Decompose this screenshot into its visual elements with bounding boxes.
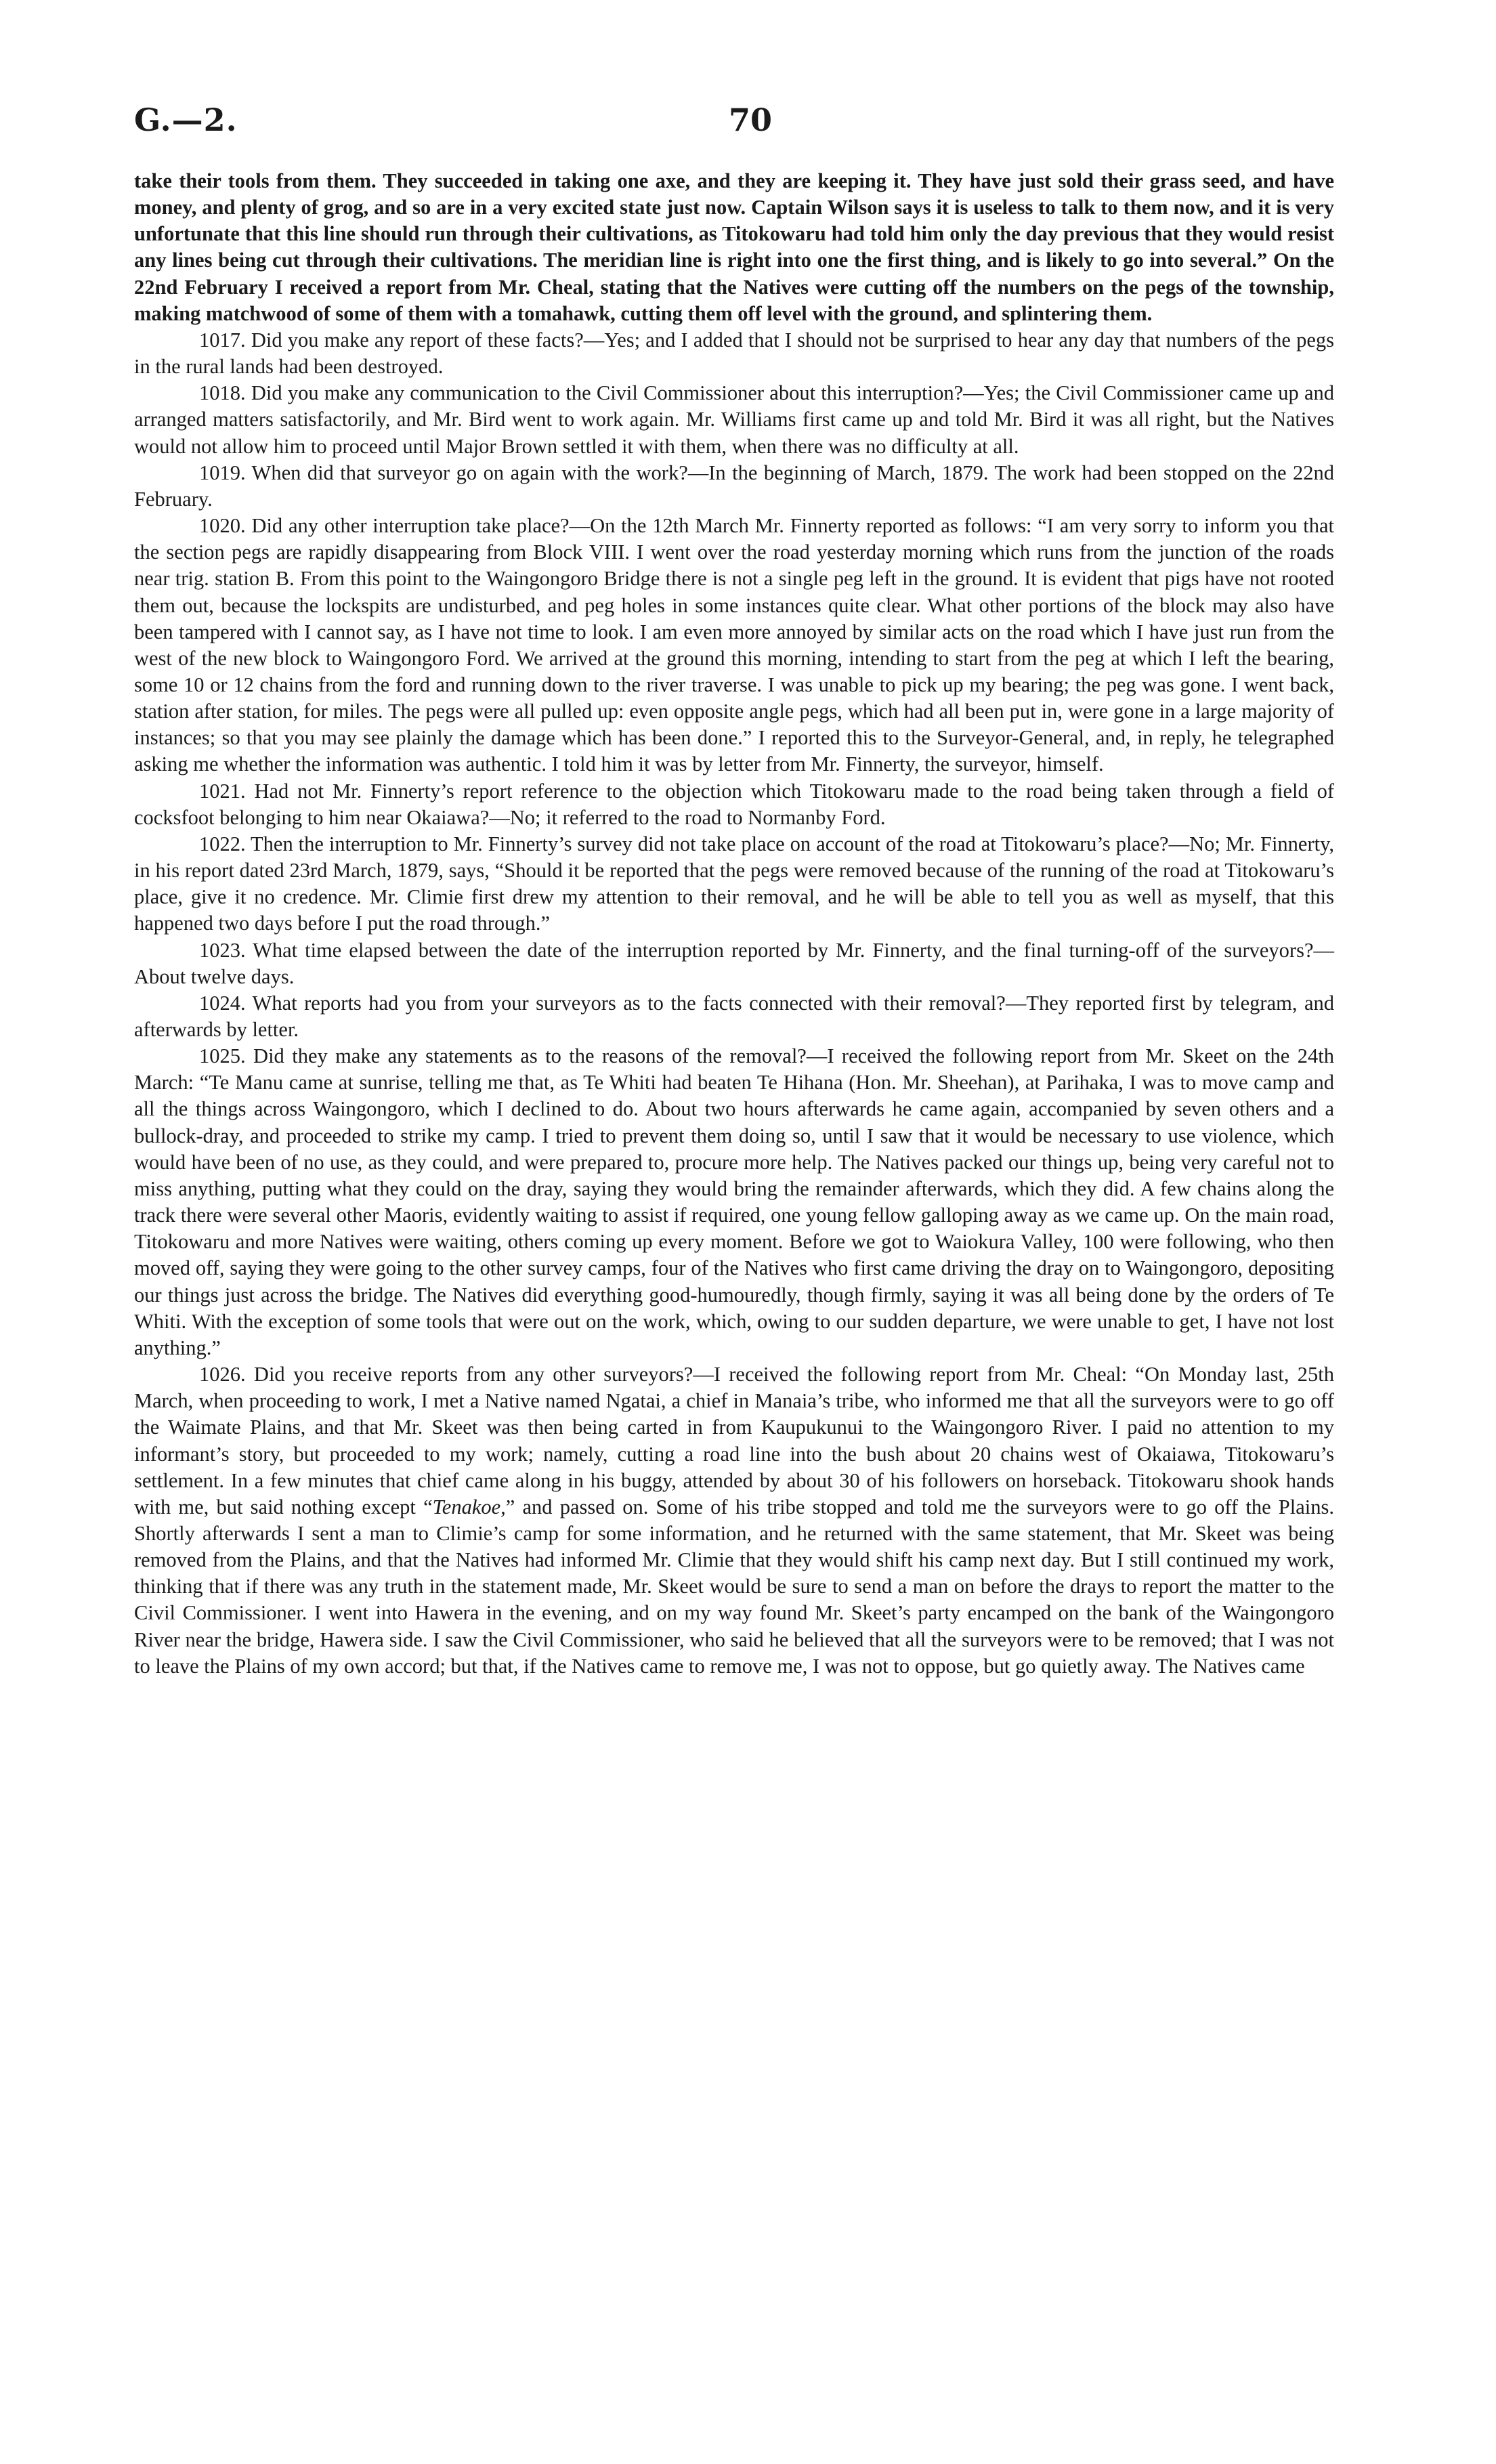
page-header bbox=[134, 102, 1333, 149]
paragraph-1026-part-2: ” and passed on. Some of his tribe stopped and told me the surveyors were to go off the Plains. Shortly afterwards I sent a man to Climie’s camp for some information, and he returned with the same statement, that Mr. Skeet was being removed from the Plains, and that the Natives had informed Mr. Climie that they would shift his camp next day. But I still continued my work, thinking that if there was any truth in the statement made, Mr. Skeet would be sure to send a man on before the drays to report the matter to the Civil Commissioner. I went into Hawera in the evening, and on my way found Mr. Skeet’s party encamped on the bank of the Waingongoro River near the bridge, Hawera side. I saw the Civil Commissioner, who said he believed that all the surveyors were to be removed; that I was not to leave the Plains of my own accord; but that, if the Natives came to remove me, I was not to oppose, but go quietly away. The Natives came bbox=[134, 1495, 1334, 1678]
paragraph-1019: 1019. When did that surveyor go on again with the work?—In the beginning of March, 1879. The work had been stopped on the 22nd February. bbox=[134, 461, 1334, 511]
paragraph-1018: 1018. Did you make any communication to the Civil Commissioner about this interruption?—Yes; the Civil Commissioner came up and arranged matters satisfactorily, and Mr. Bird went to work again. Mr. Williams first came up and told Mr. Bird it was all right, but the Natives would not allow him to proceed until Major Brown settled it with them, when there was no difficulty at all. bbox=[134, 381, 1334, 458]
paragraph-continuation: take their tools from them. They succeeded in taking one axe, and they are keeping it. They have just sold their grass seed, and have money, and plenty of grog, and so are in a very excited state just now. Captain Wilson says it is useless to talk to them now, and it is very unfortunate that this line should run through their cultivations, as Titokowaru had told him only the day previous that they would resist any lines being cut through their cultivations. The meridian line is right into one the first thing, and is likely to go into several.” On the 22nd February I received a report from Mr. Cheal, stating that the Natives were cutting off the numbers on the pegs of the township, making matchwood of some of them with a tomahawk, cutting them off level with the ground, and splintering them. bbox=[134, 169, 1334, 325]
paragraph-1017: 1017. Did you make any report of these facts?—Yes; and I added that I should not be surprised to hear any day that numbers of the pegs in the rural lands had been destroyed. bbox=[134, 328, 1334, 379]
paragraph-1022: 1022. Then the interruption to Mr. Finnerty’s survey did not take place on account of the road at Titokowaru’s place?—No; Mr. Finnerty, in his report dated 23rd March, 1879, says, “Should it be reported that the pegs were removed because of the running of the road at Titokowaru’s place, give it no credence. Mr. Climie first drew my attention to their removal, and he will be able to tell you as well as myself, that this happened two days before I put the road through.” bbox=[134, 832, 1334, 935]
paragraph-1026-italic-word: Tenakoe, bbox=[432, 1495, 506, 1518]
paragraph-1020: 1020. Did any other interruption take place?—On the 12th March Mr. Finnerty reported as follows: “I am very sorry to inform you that the section pegs are rapidly disappearing from Block VIII. I went over the road yesterday morning which runs from the junction of the roads near trig. station B. From this point to the Waingongoro Bridge there is not a single peg left in the ground. It is evident that pigs have not rooted them out, because the lockspits are undisturbed, and peg holes in some instances quite clear. What other portions of the block may also have been tampered with I cannot say, as I have not time to look. I am even more annoyed by similar acts on the road which I have just run from the west of the new block to Waingongoro Ford. We arrived at the ground this morning, intending to start from the peg at which I left the bearing, some 10 or 12 chains from the ford and running down to the river traverse. I was unable to pick up my bearing; the peg was gone. I went back, station after station, for miles. The pegs were all pulled up: even opposite angle pegs, which had all been put in, were gone in a large majority of instances; so that you may see plainly the damage which has been done.” I reported this to the Surveyor-General, and, in reply, he telegraphed asking me whether the information was authentic. I told him it was by letter from Mr. Finnerty, the surveyor, himself. bbox=[134, 514, 1334, 776]
body-text bbox=[134, 168, 1334, 1680]
paragraph-1021: 1021. Had not Mr. Finnerty’s report reference to the objection which Titokowaru made to the road being taken through a field of cocksfoot belonging to him near Okaiawa?—No; it referred to the road to Normanby Ford. bbox=[134, 779, 1334, 829]
paper-series-code: G.—2. bbox=[134, 102, 238, 138]
paragraph-1025: 1025. Did they make any statements as to the reasons of the removal?—I received the following report from Mr. Skeet on the 24th March: “Te Manu came at sunrise, telling me that, as Te Whiti had beaten Te Hihana (Hon. Mr. Sheehan), at Parihaka, I was to move camp and all the things across Waingongoro, which I declined to do. About two hours afterwards he came again, accompanied by seven others and a bullock-dray, and proceeded to strike my camp. I tried to prevent them doing so, until I saw that it would be necessary to use violence, which would have been of no use, as they could, and were prepared to, procure more help. The Natives packed our things up, being very careful not to miss anything, putting what they could on the dray, saying they would bring the remainder afterwards, which they did. A few chains along the track there were several other Maoris, evidently waiting to assist if required, one young fellow galloping away as we came up. On the main road, Titokowaru and more Natives were waiting, others coming up every moment. Before we got to Waiokura Valley, 100 were following, who then moved off, saying they were going to the other survey camps, four of the Natives who first came driving the dray on to Waingongoro, depositing our things just across the bridge. The Natives did everything good-humouredly, though firmly, saying it was all being done by the orders of Te Whiti. With the exception of some tools that were out on the work, which, owing to our sudden departure, we were unable to get, I have not lost anything.” bbox=[134, 1044, 1334, 1359]
paragraph-1023: 1023. What time elapsed between the date of the interruption reported by Mr. Finnerty, and the final turning-off of the surveyors?—About twelve days. bbox=[134, 938, 1334, 988]
page-number: 70 bbox=[729, 102, 773, 138]
paragraph-1026 bbox=[134, 1361, 1334, 1680]
paragraph-1026-part-1: 1026. Did you receive reports from any other surveyors?—I received the following report from Mr. Cheal: “On Monday last, 25th March, when proceeding to work, I met a Native named Ngatai, a chief in Manaia’s tribe, who informed me that all the surveyors were to go off the Waimate Plains, and that Mr. Skeet was then being carted in from Kaupukunui to the Waingongoro River. I paid no attention to my informant’s story, but proceeded to my work; namely, cutting a road line into the bush about 20 chains west of Okaiawa, Titokowaru’s settlement. In a few minutes that chief came along in his buggy, attended by about 30 of his followers on horseback. Titokowaru shook hands with me, but said nothing except “ bbox=[134, 1363, 1334, 1518]
paragraph-1024: 1024. What reports had you from your surveyors as to the facts connected with their removal?—They reported first by telegram, and afterwards by letter. bbox=[134, 991, 1334, 1041]
